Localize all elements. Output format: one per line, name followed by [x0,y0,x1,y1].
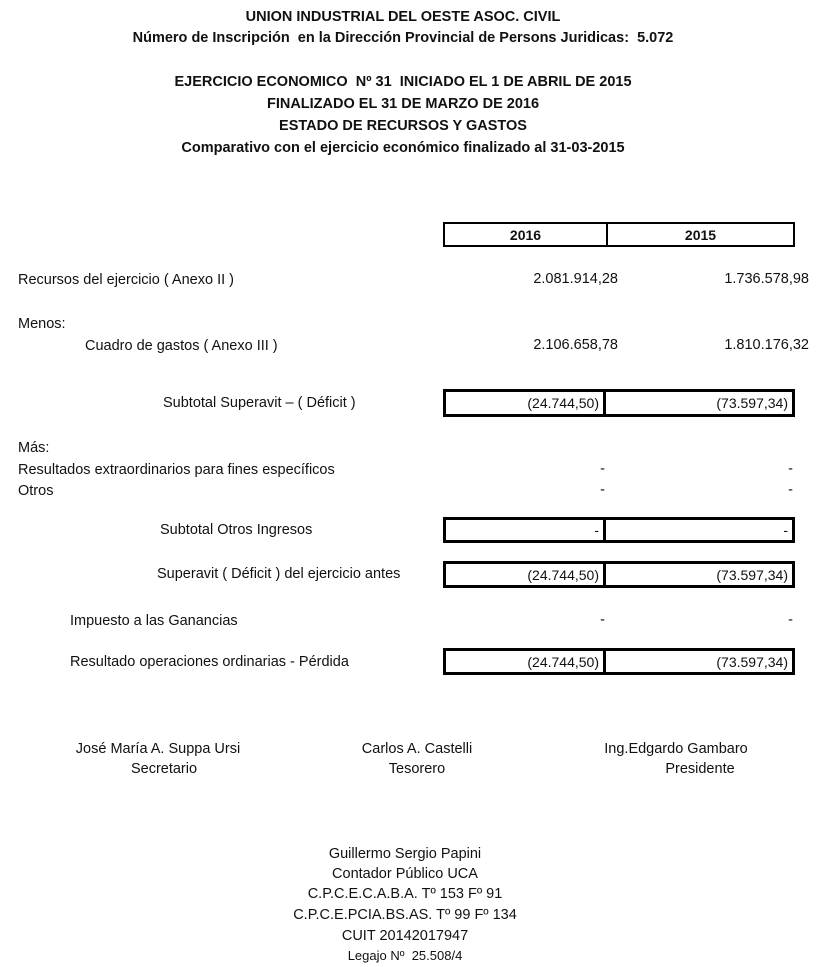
accountant-name: Guillermo Sergio Papini [328,846,482,862]
row-label-recursos: Recursos del ejercicio ( Anexo II ) [18,272,234,288]
value-box-subtotal-otros-ingresos [443,517,795,543]
value-2015-otros: - [788,482,793,498]
accountant-title: Contador Público UCA [332,866,478,882]
row-label-superavit-ejercicio-antes: Superavit ( Déficit ) del ejercicio antes [157,566,401,582]
row-label-menos: Menos: [18,316,66,332]
column-header-2015: 2015 [684,226,717,243]
value-box-superavit-ejercicio-antes [443,561,795,588]
row-label-cuadro-gastos: Cuadro de gastos ( Anexo III ) [85,338,278,354]
accountant-cuit: CUIT 20142017947 [341,928,469,944]
value-2015-resultado-operaciones: (73.597,34) [716,653,788,670]
row-label-resultados-extraordinarios: Resultados extraordinarios para fines específicos [18,462,335,478]
value-2016-subtotal-otros-ingresos: - [446,520,606,540]
value-2016-recursos: 2.081.914,28 [533,271,618,287]
row-label-mas: Más: [18,440,50,456]
value-box-subtotal-superavit [443,389,795,417]
value-2016-superavit-ejercicio-antes: (24.744,50) [446,564,606,585]
signature-title-tesorero: Tesorero [388,761,446,777]
value-2015-subtotal-superavit: (73.597,34) [716,395,788,411]
value-2016-cuadro-gastos: 2.106.658,78 [533,337,618,353]
value-2015-recursos: 1.736.578,98 [724,271,809,287]
row-label-otros: Otros [18,483,54,499]
signature-name-secretario: José María A. Suppa Ursi [75,741,241,757]
value-2016-impuesto-ganancias: - [600,612,605,628]
statement-title: ESTADO DE RECURSOS Y GASTOS [279,118,527,134]
value-2015-resultados-extraordinarios: - [788,461,793,477]
row-label-impuesto-ganancias: Impuesto a las Ganancias [70,613,238,629]
value-2016-resultados-extraordinarios: - [600,461,605,477]
value-2015-cuadro-gastos: 1.810.176,32 [724,337,809,353]
value-2015-superavit-ejercicio-antes: (73.597,34) [716,566,788,583]
value-2016-resultado-operaciones: (24.744,50) [446,651,606,672]
signature-title-secretario: Secretario [130,761,198,777]
row-label-subtotal-superavit: Subtotal Superavit – ( Déficit ) [163,395,356,411]
row-label-resultado-operaciones: Resultado operaciones ordinarias - Pérdida [70,654,349,670]
value-2016-otros: - [600,482,605,498]
accountant-reg-bsas: C.P.C.E.PCIA.BS.AS. Tº 99 Fº 134 [293,907,517,923]
comparative-line: Comparativo con el ejercicio económico finalizado al 31-03-2015 [181,140,625,156]
value-2015-impuesto-ganancias: - [788,612,793,628]
signature-name-tesorero: Carlos A. Castelli [361,741,473,757]
year-header-box [443,222,795,247]
org-name: UNION INDUSTRIAL DEL OESTE ASOC. CIVIL [245,9,561,25]
exercise-line-1: EJERCICIO ECONOMICO Nº 31 INICIADO EL 1 DE ABRIL DE 2015 [174,74,632,90]
column-header-2016: 2016 [445,224,608,245]
value-2016-subtotal-superavit: (24.744,50) [446,392,606,414]
registration-line: Número de Inscripción en la Dirección Provincial de Persons Juridicas: 5.072 [132,30,674,46]
row-label-subtotal-otros-ingresos: Subtotal Otros Ingresos [160,522,313,538]
accountant-file-number: Legajo Nº 25.508/4 [347,948,463,963]
signature-title-presidente: Presidente [665,761,735,777]
value-box-resultado-operaciones [443,648,795,675]
value-2015-subtotal-otros-ingresos: - [783,522,788,538]
exercise-line-2: FINALIZADO EL 31 DE MARZO DE 2016 [266,96,540,112]
accountant-reg-caba: C.P.C.E.C.A.B.A. Tº 153 Fº 91 [307,886,503,902]
signature-name-presidente: Ing.Edgardo Gambaro [604,741,748,757]
